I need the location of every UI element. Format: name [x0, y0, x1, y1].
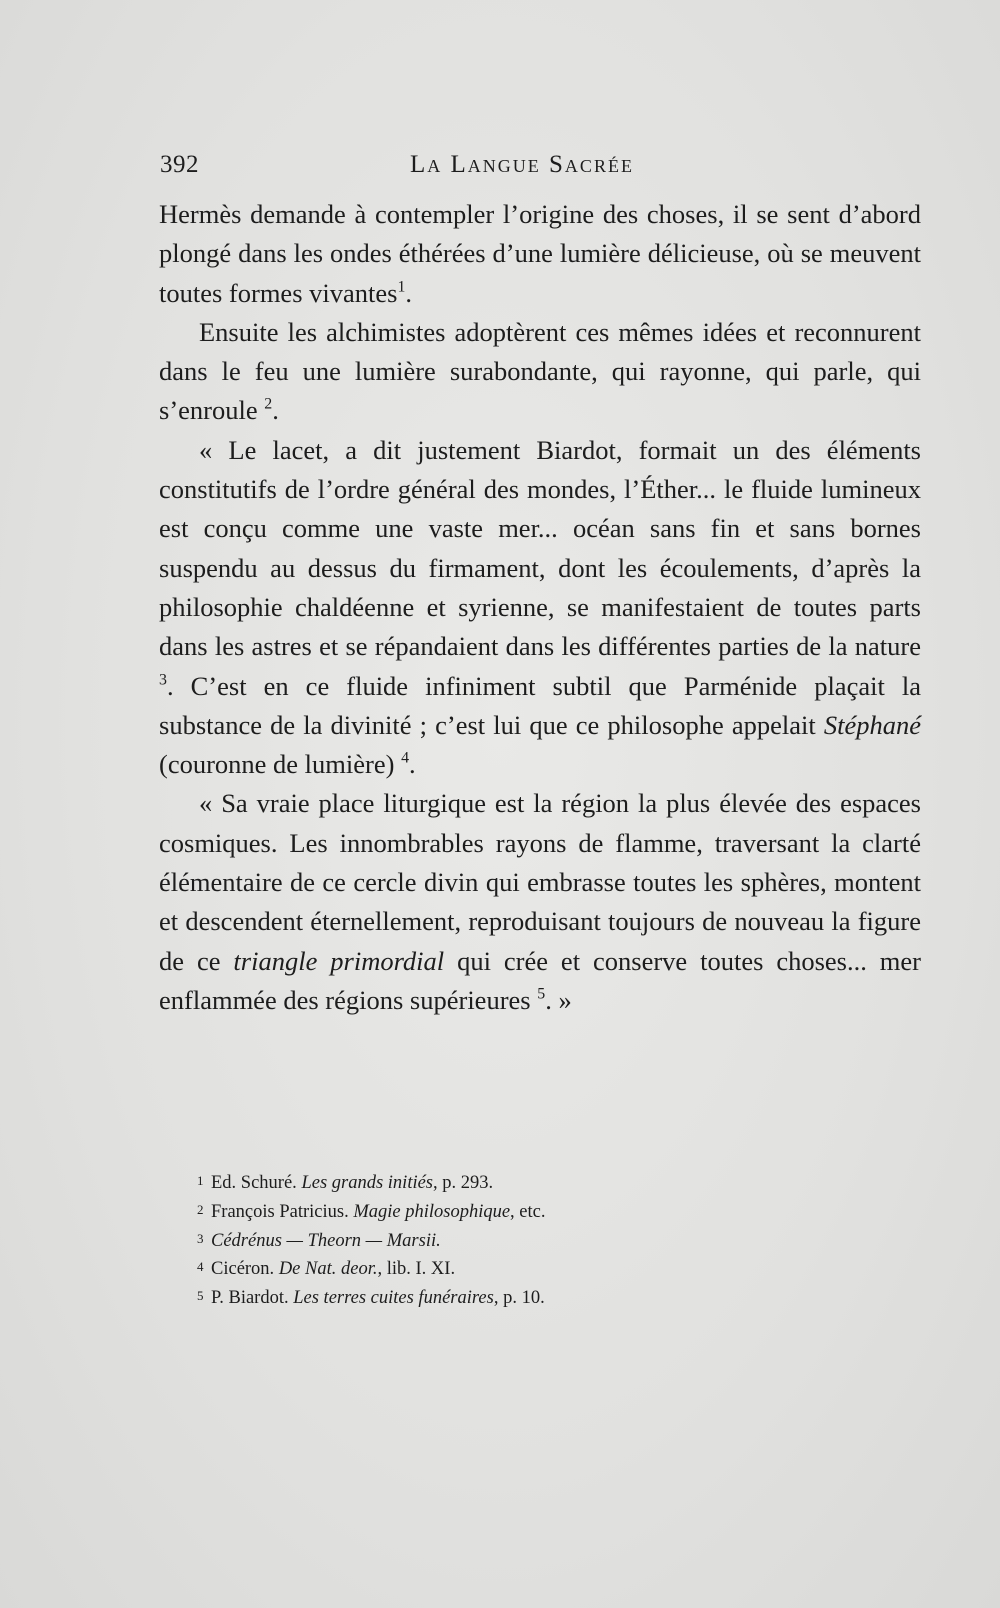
page-header — [160, 151, 920, 187]
footnote-ref-3: 3 — [159, 671, 167, 689]
footnote-ref-5: 5 — [537, 985, 546, 1003]
footnote: 5 P. Biardot. Les terres cuites funéraires, p. 10. — [197, 1283, 897, 1312]
footnote: 3 Cédrénus — Theorn — Marsii. — [197, 1226, 897, 1255]
running-title: La Langue Sacrée — [410, 151, 634, 178]
footnote: 4 Cicéron. De Nat. deor., lib. I. XI. — [197, 1254, 897, 1283]
footnote-number: 1 — [197, 1173, 204, 1188]
footnote-number: 2 — [197, 1201, 204, 1217]
body-text — [159, 195, 921, 1020]
page-number: 392 — [160, 151, 199, 178]
paragraph-2: Ensuite les alchimistes adoptèrent ces mêmes idées et reconnurent dans le feu une lumière surabondante, qui rayonne, qui parle, qui s’enroule $^2$. — [159, 316, 921, 426]
footnote-ref-1: 1 — [397, 278, 406, 296]
footnote-number: 4 — [197, 1259, 204, 1275]
footnote: 1 Ed. Schuré. Les grands initiés, p. 293. — [197, 1168, 897, 1197]
paragraph-4: « Sa vraie place liturgique est la région la plus élevée des espaces cosmiques. Les innombrables rayons de flamme, traversant la clarté élémentaire de ce cercle divin qui embrasse toutes les sphères, montent et descendent éternellement, reproduisant toujours de nouveau la figure de ce triangle primordial qui crée et conserve toutes choses... mer enflammée des régions supérieures $^5$. » — [159, 788, 921, 1015]
paragraph-1: Hermès demande à contempler l’origine des choses, il se sent d’abord plongé dans les ondes éthérées d’une lumière délicieuse, où se meuvent toutes formes vivantes$^1$. — [159, 199, 921, 308]
footnote-ref-4: 4 — [401, 749, 410, 767]
footnotes — [197, 1168, 897, 1312]
footnote-ref-2: 2 — [264, 396, 273, 414]
italic-term: triangle primordial — [233, 945, 445, 976]
footnote-number: 3 — [197, 1230, 204, 1246]
paragraph-3: « Le lacet, a dit justement Biardot, formait un des éléments constitutifs de l’ordre général des mondes, l’Éther... le fluide lumineux est conçu comme une vaste mer... océan sans fin et sans bornes suspendu au dessus du firmament, dont les écoulements, d’après la philosophie chaldéenne et syrienne, se manifestaient de toutes parts dans les astres et se répandaient dans les différentes parties de la nature $^3$. C’est en ce fluide infiniment subtil que Parménide plaçait la substance de la divinité ; c’est lui que ce philosophe appelait Stéphané (couronne de lumière) $^4$. — [159, 434, 922, 780]
footnote: 2 François Patricius. Magie philosophique, etc. — [197, 1197, 897, 1226]
footnote-number: 5 — [197, 1288, 204, 1304]
italic-term: Stéphané — [823, 709, 922, 740]
